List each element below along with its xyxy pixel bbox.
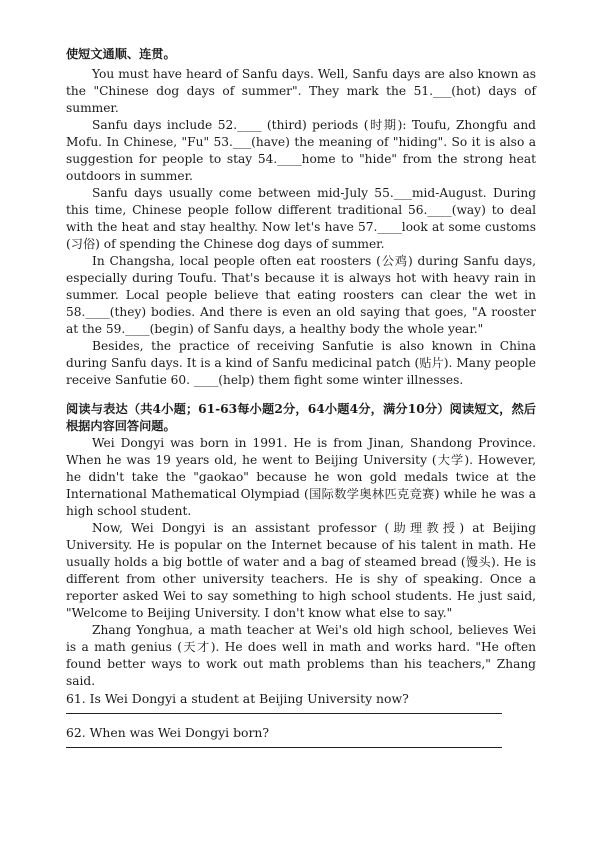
- cloze-passage: [66, 66, 536, 389]
- cloze-paragraph-5: Besides, the practice of receiving Sanfutie is also known in China during Sanfu days. It is a kind of Sanfu medicinal patch (贴片). Many people receive Sanfutie 60. ____(help) them fight some winter illnesses.: [66, 339, 536, 387]
- question-62: 62. When was Wei Dongyi born?: [66, 725, 270, 740]
- cloze-paragraph-4: In Changsha, local people often eat roosters (公鸡) during Sanfu days, especially during Toufu. That's because it is always hot with heavy rain in summer. Local people believe that eating roosters can clear the wet in 58.____(they) bodies. And there is even an old saying that goes, "A rooster at the 59.____(begin) of Sanfu days, a healthy body the whole year.": [66, 254, 536, 336]
- question-61: 61. Is Wei Dongyi a student at Beijing University now?: [66, 691, 409, 706]
- cloze-heading: 使短文通顺、连贯。: [66, 47, 176, 61]
- cloze-paragraph-3: Sanfu days usually come between mid-July 55.___mid-August. During this time, Chinese people follow different traditional 56.____(way) to deal with the heat and stay healthy. Now let's have 57.____look at some customs (习俗) of spending the Chinese dog days of summer.: [66, 186, 536, 251]
- cloze-paragraph-1: You must have heard of Sanfu days. Well, Sanfu days are also known as the "Chinese dog days of summer". They mark the 51.___(hot) days of summer.: [66, 67, 536, 115]
- answer-line-61[interactable]: [66, 713, 502, 714]
- reading-paragraph-2: Now, Wei Dongyi is an assistant professor (助理教授) at Beijing University. He is popular on the Internet because of his talent in math. He usually holds a big bottle of water and a bag of steamed bread (馒头). He is different from other university teachers. He is shy of speaking. Once a reporter asked Wei to say something to high school students. He just said, "Welcome to Beijing University. I don't know what else to say.": [66, 521, 536, 620]
- reading-instruction: 阅读与表达（共4小题；61-63每小题2分，64小题4分，满分10分）阅读短文，然后根据内容回答问题。: [66, 402, 536, 433]
- reading-paragraph-3: Zhang Yonghua, a math teacher at Wei's old high school, believes Wei is a math genius (天才). He does well in math and works hard. "He often found better ways to work out math problems than his teachers," Zhang said.: [66, 623, 536, 688]
- cloze-paragraph-2: Sanfu days include 52.____ (third) periods (时期): Toufu, Zhongfu and Mofu. In Chinese, "Fu" 53.___(have) the meaning of "hiding". So it is also a suggestion for people to stay 54.____home to "hide" from the strong heat outdoors in summer.: [66, 118, 536, 183]
- answer-line-62[interactable]: [66, 747, 502, 748]
- reading-section: [66, 401, 536, 748]
- reading-paragraph-1: Wei Dongyi was born in 1991. He is from Jinan, Shandong Province. When he was 19 years old, he went to Beijing University (大学). However, he didn't take the "gaokao" because he won gold medals twice at the International Mathematical Olympiad (国际数学奥林匹克竞赛) while he was a high school student.: [66, 436, 536, 518]
